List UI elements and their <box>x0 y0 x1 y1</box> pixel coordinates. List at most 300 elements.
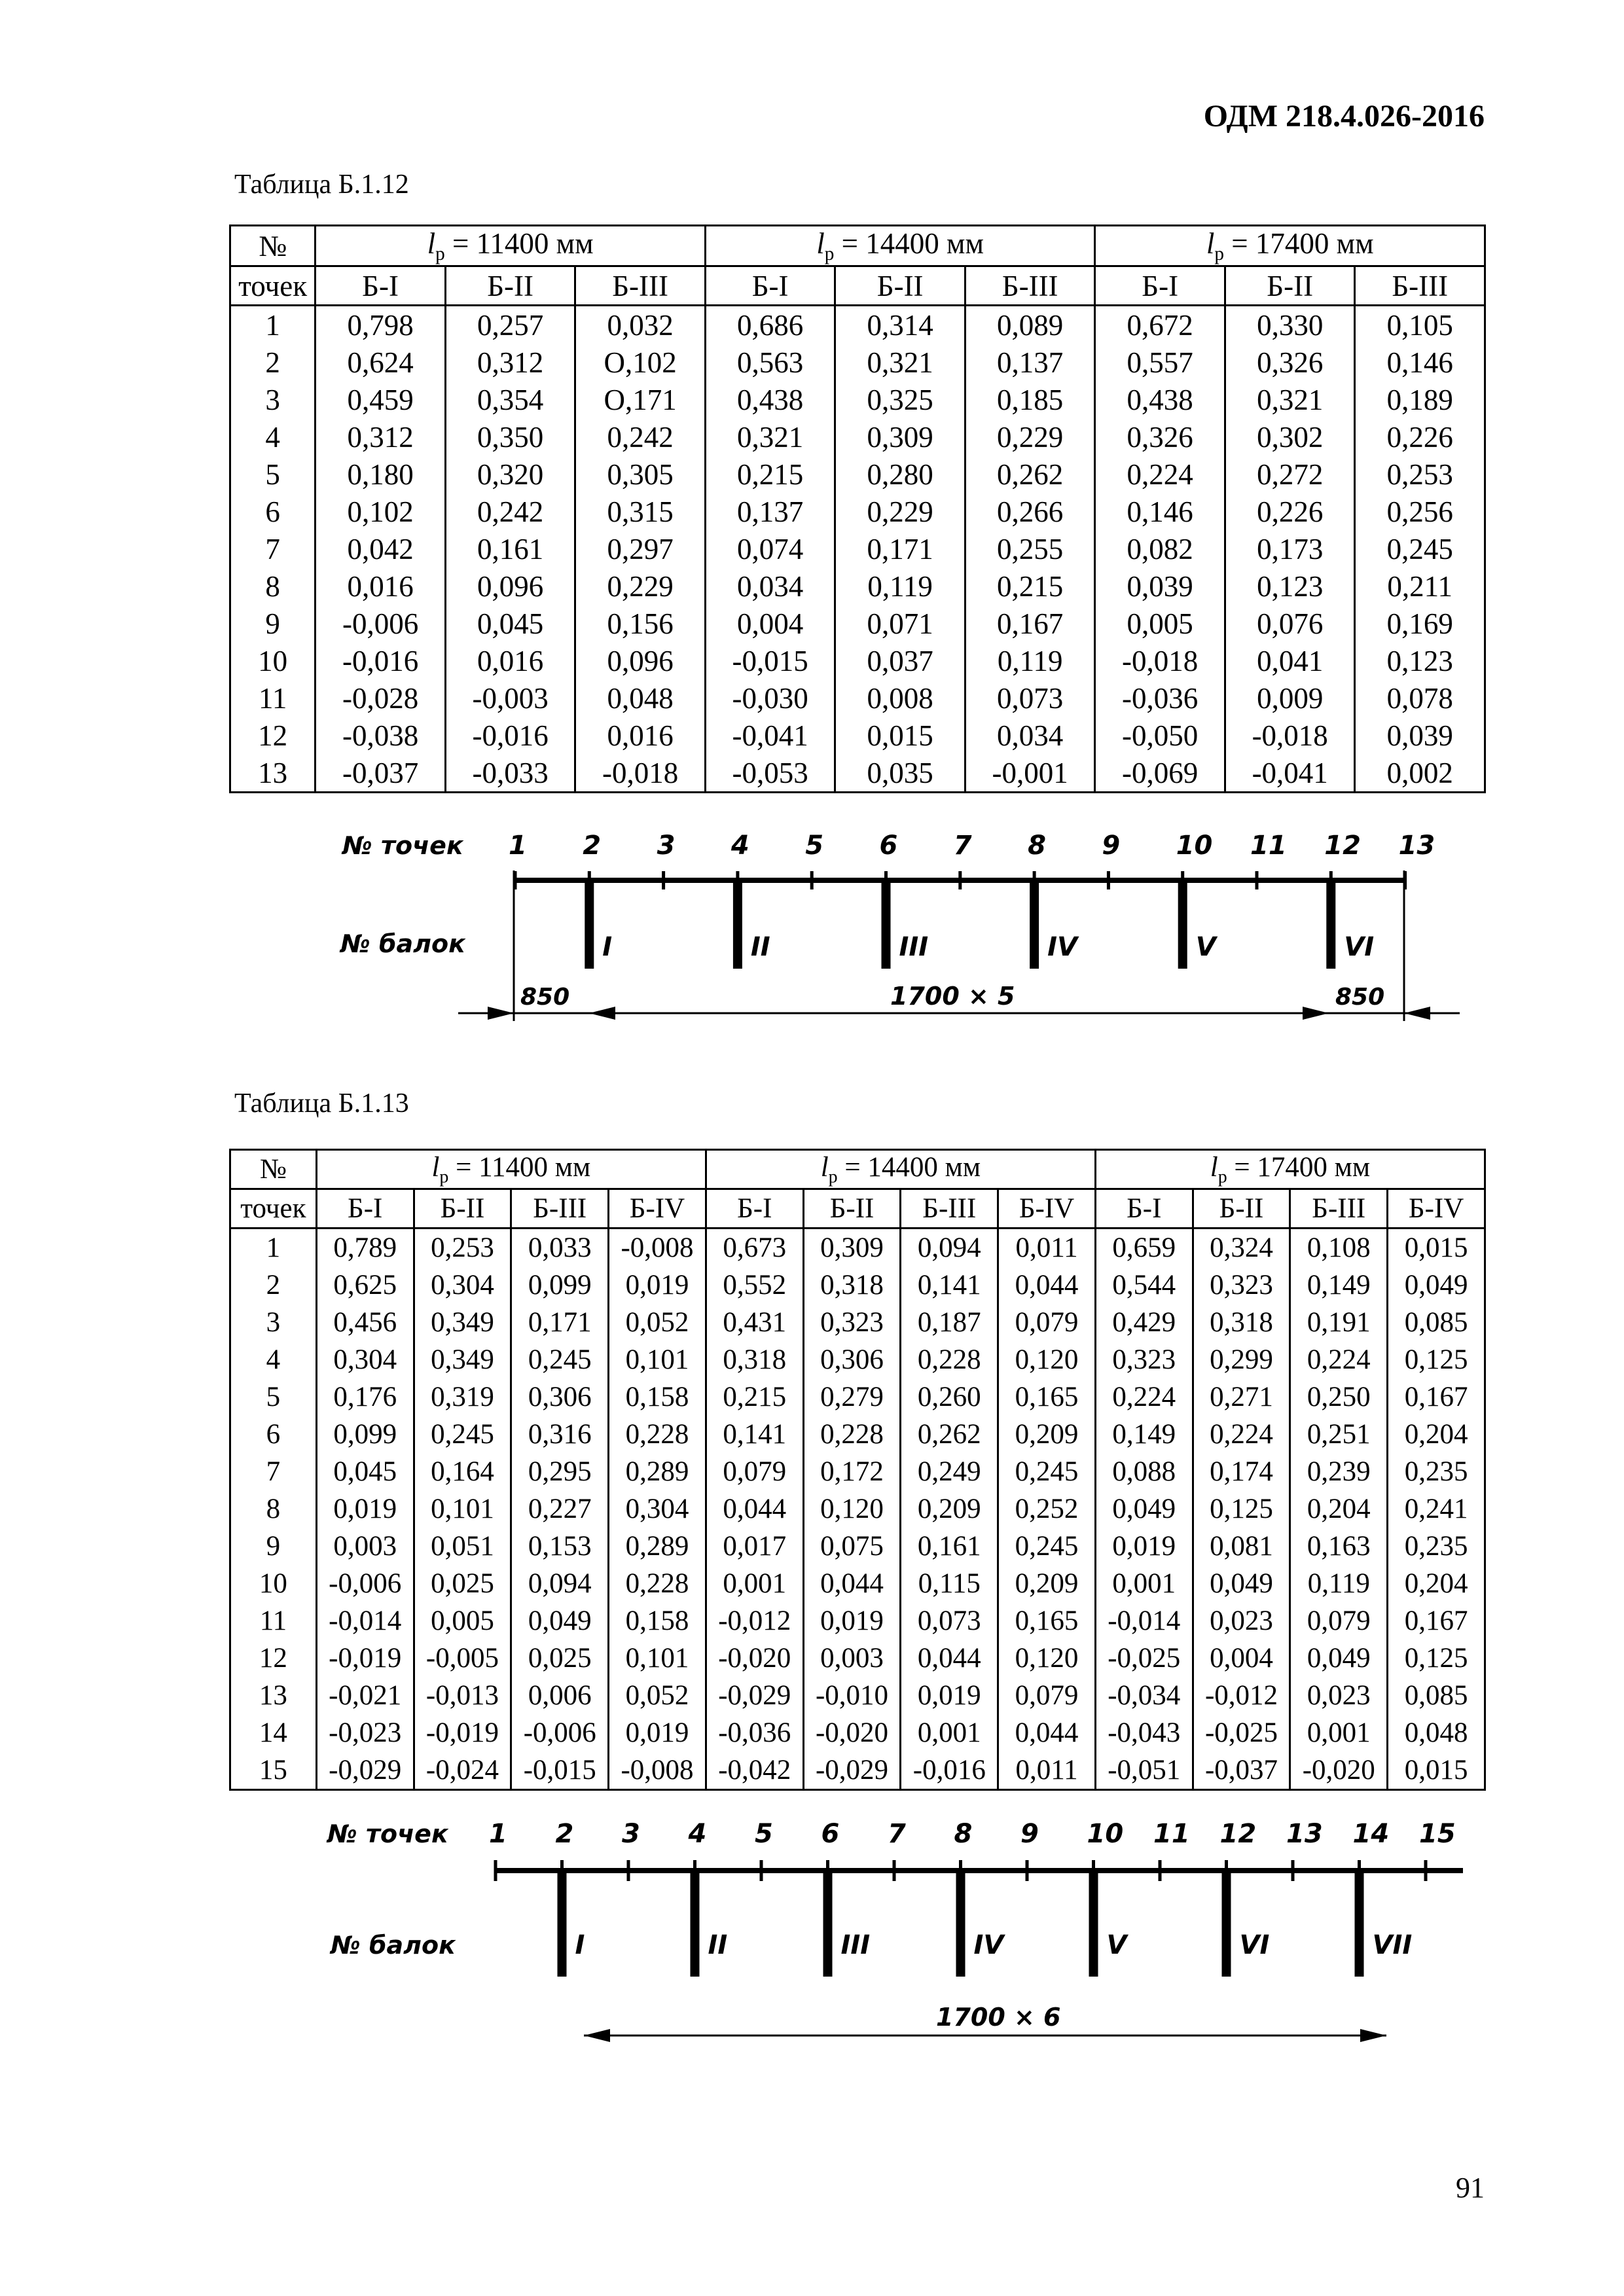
beams-label: № балок <box>331 1931 456 1960</box>
value-cell: 0,044 <box>803 1565 901 1602</box>
point-number: 5 <box>805 831 824 861</box>
value-cell: 0,204 <box>1388 1416 1485 1453</box>
dimension-middle: 1700 × 5 <box>890 982 1015 1011</box>
value-cell: 0,304 <box>316 1341 414 1378</box>
table-row <box>230 1453 1485 1490</box>
point-number: 3 <box>657 831 676 861</box>
value-cell: 0,173 <box>1225 530 1355 567</box>
point-number-cell: 15 <box>230 1751 317 1790</box>
value-cell: 0,211 <box>1355 567 1485 605</box>
header-cell-points: точек <box>230 1189 317 1229</box>
point-number-cell: 9 <box>230 605 316 642</box>
value-cell: 0,015 <box>835 717 965 754</box>
point-number-cell: 8 <box>230 1490 317 1528</box>
value-cell: 0,120 <box>998 1341 1096 1378</box>
value-cell: 0,008 <box>835 679 965 717</box>
value-cell: 0,045 <box>445 605 575 642</box>
value-cell: 0,354 <box>445 381 575 418</box>
value-cell: -0,038 <box>316 717 446 754</box>
value-cell: -0,025 <box>1095 1640 1193 1677</box>
value-cell: 0,034 <box>965 717 1095 754</box>
value-cell: 0,171 <box>835 530 965 567</box>
value-cell: -0,036 <box>1095 679 1225 717</box>
table-row <box>230 1528 1485 1565</box>
point-number: 4 <box>688 1819 707 1849</box>
value-cell: 0,017 <box>706 1528 803 1565</box>
value-cell: -0,016 <box>316 642 446 679</box>
value-cell: 0,245 <box>1355 530 1485 567</box>
point-number-cell: 14 <box>230 1714 317 1751</box>
value-cell: 0,172 <box>803 1453 901 1490</box>
value-cell: 0,019 <box>609 1266 706 1304</box>
value-cell: 0,073 <box>901 1602 998 1640</box>
value-cell: 0,429 <box>1095 1304 1193 1341</box>
value-cell: 0,071 <box>835 605 965 642</box>
value-cell: 0,108 <box>1290 1229 1388 1267</box>
table-row <box>230 1640 1485 1677</box>
value-cell: 0,167 <box>965 605 1095 642</box>
value-cell: 0,228 <box>609 1416 706 1453</box>
value-cell: -0,029 <box>803 1751 901 1790</box>
value-cell: -0,033 <box>445 754 575 793</box>
value-cell: 0,041 <box>1225 642 1355 679</box>
value-cell: 0,253 <box>414 1229 511 1267</box>
beam-scheme-1 <box>0 825 1624 1047</box>
value-cell: 0,004 <box>705 605 835 642</box>
value-cell: 0,552 <box>706 1266 803 1304</box>
value-cell: 0,094 <box>901 1229 998 1267</box>
value-cell: -0,019 <box>414 1714 511 1751</box>
value-cell: 0,226 <box>1355 418 1485 456</box>
value-cell: -0,019 <box>316 1640 414 1677</box>
value-cell: -0,010 <box>803 1677 901 1714</box>
table-row <box>230 679 1485 717</box>
value-cell: 0,119 <box>965 642 1095 679</box>
value-cell: -0,013 <box>414 1677 511 1714</box>
value-cell: -0,018 <box>575 754 706 793</box>
document-code: ОДМ 218.4.026-2016 <box>1203 99 1485 134</box>
header-beam-cell: Б-IV <box>609 1189 706 1229</box>
header-beam-cell: Б-III <box>965 266 1095 306</box>
value-cell: 0,115 <box>901 1565 998 1602</box>
value-cell: 0,456 <box>316 1304 414 1341</box>
value-cell: 0,052 <box>609 1304 706 1341</box>
value-cell: 0,224 <box>1095 1378 1193 1416</box>
value-cell: 0,005 <box>414 1602 511 1640</box>
table-row <box>230 344 1485 381</box>
table-row <box>230 1304 1485 1341</box>
header-beam-cell: Б-III <box>511 1189 609 1229</box>
header-cell-points: точек <box>230 266 316 306</box>
value-cell: 0,209 <box>998 1416 1096 1453</box>
value-cell: 0,314 <box>835 306 965 344</box>
value-cell: 0,141 <box>901 1266 998 1304</box>
header-beam-cell: Б-I <box>705 266 835 306</box>
value-cell: 0,137 <box>705 493 835 530</box>
value-cell: 0,101 <box>609 1341 706 1378</box>
value-cell: 0,096 <box>445 567 575 605</box>
point-number: 9 <box>1020 1819 1039 1849</box>
value-cell: 0,034 <box>705 567 835 605</box>
point-number: 7 <box>953 831 972 861</box>
value-cell: 0,161 <box>901 1528 998 1565</box>
table-row <box>230 418 1485 456</box>
value-cell: 0,323 <box>1193 1266 1290 1304</box>
value-cell: 0,019 <box>316 1490 414 1528</box>
header-beam-cell: Б-I <box>316 266 446 306</box>
value-cell: 0,318 <box>706 1341 803 1378</box>
value-cell: 0,257 <box>445 306 575 344</box>
value-cell: 0,011 <box>998 1751 1096 1790</box>
value-cell: 0,321 <box>835 344 965 381</box>
table-row <box>230 493 1485 530</box>
point-number: 10 <box>1176 831 1213 861</box>
value-cell: 0,229 <box>965 418 1095 456</box>
coefficients-table-b112 <box>229 224 1486 793</box>
value-cell: 0,204 <box>1388 1565 1485 1602</box>
table-row <box>230 1378 1485 1416</box>
table-subheader-row <box>230 1189 1485 1229</box>
value-cell: 0,019 <box>609 1714 706 1751</box>
header-beam-cell: Б-I <box>706 1189 803 1229</box>
value-cell: 0,073 <box>965 679 1095 717</box>
value-cell: 0,224 <box>1095 456 1225 493</box>
header-group-cell: $l_р = 11400$ мм <box>316 226 706 266</box>
value-cell: -0,014 <box>1095 1602 1193 1640</box>
value-cell: 0,123 <box>1355 642 1485 679</box>
value-cell: 0,039 <box>1355 717 1485 754</box>
header-beam-cell: Б-II <box>835 266 965 306</box>
value-cell: 0,001 <box>706 1565 803 1602</box>
value-cell: 0,309 <box>803 1229 901 1267</box>
points-label: № точек <box>342 831 463 860</box>
point-number-cell: 8 <box>230 567 316 605</box>
value-cell: 0,003 <box>803 1640 901 1677</box>
table-row <box>230 1602 1485 1640</box>
value-cell: 0,169 <box>1355 605 1485 642</box>
value-cell: 0,209 <box>998 1565 1096 1602</box>
point-number-cell: 10 <box>230 1565 317 1602</box>
dimension-left: 850 <box>520 984 570 1011</box>
arrow-head <box>1360 2029 1386 2042</box>
value-cell: 0,305 <box>575 456 706 493</box>
value-cell: -0,006 <box>316 605 446 642</box>
table-row <box>230 456 1485 493</box>
value-cell: 0,016 <box>316 567 446 605</box>
value-cell: 0,245 <box>414 1416 511 1453</box>
value-cell: 0,161 <box>445 530 575 567</box>
value-cell: 0,557 <box>1095 344 1225 381</box>
value-cell: 0,120 <box>803 1490 901 1528</box>
value-cell: 0,319 <box>414 1378 511 1416</box>
value-cell: -0,006 <box>511 1714 609 1751</box>
point-number: 4 <box>731 831 749 861</box>
value-cell: -0,008 <box>609 1229 706 1267</box>
value-cell: 0,309 <box>835 418 965 456</box>
arrow-head <box>1303 1007 1329 1020</box>
value-cell: 0,302 <box>1225 418 1355 456</box>
arrow-head <box>589 1007 615 1020</box>
point-number-cell: 3 <box>230 1304 317 1341</box>
value-cell: 0,146 <box>1095 493 1225 530</box>
beam-number: IV <box>1047 932 1077 962</box>
point-number: 11 <box>1250 831 1287 861</box>
value-cell: 0,563 <box>705 344 835 381</box>
beam-number: VI <box>1239 1930 1270 1960</box>
value-cell: 0,044 <box>998 1714 1096 1751</box>
value-cell: 0,078 <box>1355 679 1485 717</box>
value-cell: 0,156 <box>575 605 706 642</box>
value-cell: 0,016 <box>445 642 575 679</box>
table-row <box>230 1714 1485 1751</box>
value-cell: 0,279 <box>803 1378 901 1416</box>
table-subheader-row <box>230 266 1485 306</box>
header-beam-cell: Б-III <box>1355 266 1485 306</box>
value-cell: 0,146 <box>1355 344 1485 381</box>
value-cell: 0,015 <box>1388 1751 1485 1790</box>
value-cell: 0,306 <box>511 1378 609 1416</box>
value-cell: -0,018 <box>1095 642 1225 679</box>
value-cell: 0,229 <box>835 493 965 530</box>
value-cell: -0,069 <box>1095 754 1225 793</box>
value-cell: 0,624 <box>316 344 446 381</box>
value-cell: -0,014 <box>316 1602 414 1640</box>
point-number-cell: 1 <box>230 1229 317 1267</box>
value-cell: 0,123 <box>1225 567 1355 605</box>
value-cell: 0,158 <box>609 1602 706 1640</box>
value-cell: 0,165 <box>998 1378 1096 1416</box>
value-cell: 0,306 <box>803 1341 901 1378</box>
value-cell: 0,350 <box>445 418 575 456</box>
header-group-cell: $l_р = 11400$ мм <box>316 1150 706 1189</box>
point-number-cell: 11 <box>230 1602 317 1640</box>
value-cell: 0,176 <box>316 1378 414 1416</box>
header-group-cell: $l_р = 17400$ мм <box>1095 226 1485 266</box>
value-cell: 0,180 <box>316 456 446 493</box>
table-caption: Таблица Б.1.12 <box>234 170 409 200</box>
value-cell: 0,023 <box>1193 1602 1290 1640</box>
value-cell: -0,050 <box>1095 717 1225 754</box>
point-number: 2 <box>555 1819 574 1849</box>
header-group-cell: $l_р = 14400$ мм <box>705 226 1095 266</box>
point-number-cell: 6 <box>230 1416 317 1453</box>
header-beam-cell: Б-I <box>1095 1189 1193 1229</box>
point-number: 8 <box>954 1819 973 1849</box>
header-beam-cell: Б-II <box>1225 266 1355 306</box>
header-beam-cell: Б-II <box>445 266 575 306</box>
value-cell: 0,042 <box>316 530 446 567</box>
value-cell: 0,019 <box>901 1677 998 1714</box>
table-row <box>230 1751 1485 1790</box>
beams <box>589 880 1374 969</box>
value-cell: 0,189 <box>1355 381 1485 418</box>
value-cell: 0,006 <box>511 1677 609 1714</box>
value-cell: 0,673 <box>706 1229 803 1267</box>
value-cell: 0,260 <box>901 1378 998 1416</box>
value-cell: 0,163 <box>1290 1528 1388 1565</box>
value-cell: 0,323 <box>803 1304 901 1341</box>
point-number-cell: 7 <box>230 1453 317 1490</box>
value-cell: 0,075 <box>803 1528 901 1565</box>
point-number-cell: 4 <box>230 1341 317 1378</box>
point-number: 9 <box>1102 831 1121 861</box>
value-cell: -0,020 <box>803 1714 901 1751</box>
value-cell: 0,088 <box>1095 1453 1193 1490</box>
value-cell: 0,102 <box>316 493 446 530</box>
table-row <box>230 754 1485 793</box>
table-row <box>230 642 1485 679</box>
header-beam-cell: Б-III <box>575 266 706 306</box>
point-number: 6 <box>879 831 898 861</box>
value-cell: -0,020 <box>706 1640 803 1677</box>
table-row <box>230 1416 1485 1453</box>
value-cell: 0,001 <box>901 1714 998 1751</box>
value-cell: 0,079 <box>1290 1602 1388 1640</box>
value-cell: 0,289 <box>609 1453 706 1490</box>
dimension-right: 850 <box>1335 984 1385 1011</box>
header-beam-cell: Б-IV <box>1388 1189 1485 1229</box>
value-cell: 0,672 <box>1095 306 1225 344</box>
arrow-head <box>1404 1007 1430 1020</box>
beam-number: VI <box>1344 932 1375 962</box>
table-caption: Таблица Б.1.13 <box>234 1088 409 1119</box>
table-body <box>230 1229 1485 1790</box>
value-cell: 0,011 <box>998 1229 1096 1267</box>
value-cell: 0,289 <box>609 1528 706 1565</box>
value-cell: 0,105 <box>1355 306 1485 344</box>
value-cell: -0,015 <box>511 1751 609 1790</box>
value-cell: 0,262 <box>965 456 1095 493</box>
value-cell: 0,304 <box>609 1490 706 1528</box>
value-cell: 0,326 <box>1095 418 1225 456</box>
table-body <box>230 306 1485 793</box>
value-cell: 0,245 <box>998 1453 1096 1490</box>
point-number-cell: 1 <box>230 306 316 344</box>
value-cell: О,171 <box>575 381 706 418</box>
beam-number: III <box>899 932 929 962</box>
value-cell: 0,035 <box>835 754 965 793</box>
table-row <box>230 1490 1485 1528</box>
point-number: 1 <box>489 1819 507 1849</box>
value-cell: 0,321 <box>705 418 835 456</box>
value-cell: -0,021 <box>316 1677 414 1714</box>
header-beam-cell: Б-IV <box>998 1189 1096 1229</box>
value-cell: 0,431 <box>706 1304 803 1341</box>
value-cell: -0,024 <box>414 1751 511 1790</box>
value-cell: -0,012 <box>706 1602 803 1640</box>
value-cell: 0,312 <box>316 418 446 456</box>
value-cell: 0,149 <box>1290 1266 1388 1304</box>
value-cell: -0,015 <box>705 642 835 679</box>
header-beam-cell: Б-II <box>803 1189 901 1229</box>
value-cell: 0,049 <box>1193 1565 1290 1602</box>
point-number: 15 <box>1419 1819 1456 1849</box>
beam-number: VII <box>1372 1930 1413 1960</box>
value-cell: 0,304 <box>414 1266 511 1304</box>
value-cell: 0,016 <box>575 717 706 754</box>
value-cell: 0,015 <box>1388 1229 1485 1267</box>
value-cell: 0,330 <box>1225 306 1355 344</box>
value-cell: 0,239 <box>1290 1453 1388 1490</box>
table-row <box>230 567 1485 605</box>
header-beam-cell: Б-I <box>316 1189 414 1229</box>
point-number: 1 <box>509 831 527 861</box>
value-cell: 0,686 <box>705 306 835 344</box>
point-number: 8 <box>1028 831 1046 861</box>
value-cell: 0,119 <box>1290 1565 1388 1602</box>
value-cell: 0,101 <box>609 1640 706 1677</box>
value-cell: 0,187 <box>901 1304 998 1341</box>
table-row <box>230 717 1485 754</box>
value-cell: 0,227 <box>511 1490 609 1528</box>
value-cell: -0,023 <box>316 1714 414 1751</box>
value-cell: 0,051 <box>414 1528 511 1565</box>
point-number: 10 <box>1087 1819 1124 1849</box>
arrow-head <box>488 1007 514 1020</box>
value-cell: 0,001 <box>1290 1714 1388 1751</box>
value-cell: 0,099 <box>511 1266 609 1304</box>
value-cell: 0,215 <box>705 456 835 493</box>
value-cell: 0,295 <box>511 1453 609 1490</box>
value-cell: 0,271 <box>1193 1378 1290 1416</box>
value-cell: -0,003 <box>445 679 575 717</box>
value-cell: 0,003 <box>316 1528 414 1565</box>
value-cell: 0,049 <box>1290 1640 1388 1677</box>
value-cell: 0,079 <box>706 1453 803 1490</box>
beams-label: № балок <box>340 929 465 958</box>
value-cell: -0,042 <box>706 1751 803 1790</box>
table-row <box>230 1677 1485 1714</box>
value-cell: 0,085 <box>1388 1677 1485 1714</box>
table-row <box>230 1341 1485 1378</box>
value-cell: 0,438 <box>705 381 835 418</box>
point-number-cell: 4 <box>230 418 316 456</box>
value-cell: 0,089 <box>965 306 1095 344</box>
coefficients-table-b113 <box>229 1149 1486 1791</box>
beam-number: II <box>708 1930 728 1960</box>
value-cell: -0,029 <box>706 1677 803 1714</box>
beam-number: I <box>602 932 613 962</box>
value-cell: 0,033 <box>511 1229 609 1267</box>
value-cell: -0,018 <box>1225 717 1355 754</box>
header-beam-cell: Б-III <box>1290 1189 1388 1229</box>
value-cell: 0,167 <box>1388 1602 1485 1640</box>
value-cell: 0,191 <box>1290 1304 1388 1341</box>
value-cell: 0,049 <box>511 1602 609 1640</box>
header-cell-no: № <box>230 1150 317 1189</box>
value-cell: -0,034 <box>1095 1677 1193 1714</box>
value-cell: 0,032 <box>575 306 706 344</box>
value-cell: 0,242 <box>575 418 706 456</box>
value-cell: 0,004 <box>1193 1640 1290 1677</box>
value-cell: -0,016 <box>445 717 575 754</box>
point-number-cell: 2 <box>230 344 316 381</box>
point-number-cell: 13 <box>230 1677 317 1714</box>
value-cell: 0,039 <box>1095 567 1225 605</box>
value-cell: 0,044 <box>901 1640 998 1677</box>
value-cell: 0,164 <box>414 1453 511 1490</box>
value-cell: 0,323 <box>1095 1341 1193 1378</box>
point-number: 7 <box>888 1819 906 1849</box>
table-header-row <box>230 226 1485 266</box>
value-cell: 0,318 <box>803 1266 901 1304</box>
value-cell: -0,025 <box>1193 1714 1290 1751</box>
value-cell: 0,266 <box>965 493 1095 530</box>
value-cell: 0,215 <box>706 1378 803 1416</box>
header-group-cell: $l_р = 14400$ мм <box>706 1150 1095 1189</box>
dimension-middle: 1700 × 6 <box>936 2003 1061 2032</box>
value-cell: 0,048 <box>1388 1714 1485 1751</box>
